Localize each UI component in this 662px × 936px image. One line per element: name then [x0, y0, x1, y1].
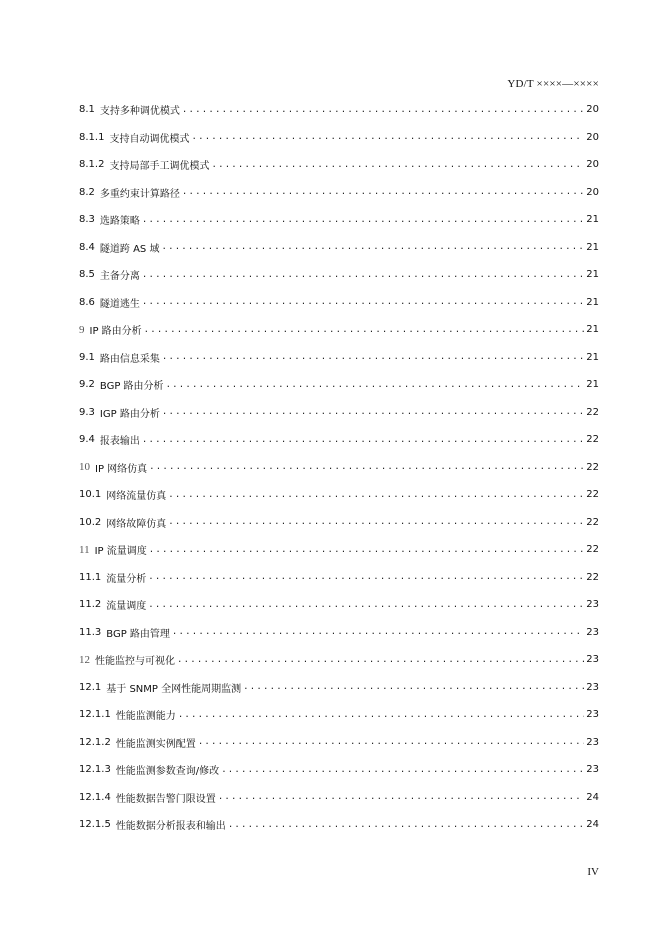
toc-entry-title: 性能监测能力 [115, 711, 176, 723]
toc-entry[interactable] [79, 124, 599, 152]
page-number: IV [587, 866, 599, 878]
toc-dot-leader [221, 765, 584, 775]
toc-entry-number: 8.5 [79, 269, 95, 281]
toc-entry-page: 21 [586, 214, 599, 226]
toc-dot-leader [162, 352, 584, 362]
toc-entry-number: 12 [79, 653, 90, 666]
toc-dot-leader [218, 792, 584, 802]
toc-entry-number: 8.3 [79, 214, 95, 226]
toc-dot-leader [142, 270, 584, 280]
toc-dot-leader [148, 572, 584, 582]
toc-dot-leader [161, 242, 584, 252]
toc-entry-number: 12.1.2 [79, 736, 111, 748]
toc-entry-page: 21 [586, 296, 599, 308]
toc-entry[interactable] [79, 344, 599, 372]
toc-dot-leader [149, 545, 585, 555]
toc-entry-number: 11.1 [79, 571, 102, 583]
toc-entry-page: 24 [586, 819, 599, 831]
toc-entry[interactable] [79, 564, 599, 592]
toc-entry[interactable] [79, 701, 599, 729]
toc-entry-title: BGP 路由管理 [106, 628, 170, 640]
toc-entry-number: 9 [79, 323, 85, 336]
toc-dot-leader [211, 160, 584, 170]
toc-entry-page: 21 [586, 324, 599, 336]
toc-entry-number: 12.1.4 [79, 791, 111, 803]
toc-entry-title: 性能数据分析报表和输出 [115, 821, 226, 833]
toc-entry-page: 23 [586, 736, 599, 748]
toc-entry-page: 21 [586, 241, 599, 253]
toc-entry[interactable] [79, 151, 599, 179]
toc-dot-leader [182, 187, 584, 197]
toc-entry-number: 8.1.1 [79, 131, 105, 143]
toc-dot-leader [168, 490, 584, 500]
toc-entry-title: 性能监测实例配置 [115, 738, 196, 750]
toc-entry-page: 20 [586, 159, 599, 171]
toc-entry-page: 20 [586, 104, 599, 116]
toc-entry-page: 23 [586, 626, 599, 638]
toc-entry-page: 20 [586, 186, 599, 198]
toc-dot-leader [142, 297, 584, 307]
toc-entry-number: 12.1.3 [79, 764, 111, 776]
toc-entry[interactable] [79, 756, 599, 784]
toc-entry[interactable] [79, 591, 599, 619]
toc-entry-title: 主备分离 [99, 271, 140, 283]
toc-entry-page: 23 [586, 654, 599, 666]
toc-entry[interactable] [79, 481, 599, 509]
toc-entry-number: 9.4 [79, 434, 95, 446]
toc-dot-leader [228, 820, 584, 830]
toc-entry-page: 21 [586, 269, 599, 281]
toc-entry[interactable] [79, 289, 599, 317]
toc-entry-number: 9.2 [79, 379, 95, 391]
toc-entry-number: 8.1.2 [79, 159, 105, 171]
toc-entry-page: 22 [586, 544, 599, 556]
toc-entry-number: 11 [79, 543, 90, 556]
toc-dot-leader [149, 462, 584, 472]
toc-entry[interactable] [79, 674, 599, 702]
toc-entry-number: 8.6 [79, 296, 95, 308]
table-of-contents [79, 96, 599, 839]
toc-entry-page: 23 [586, 681, 599, 693]
toc-entry-title: IP 网络仿真 [95, 463, 148, 475]
toc-entry-number: 12.1.1 [79, 709, 111, 721]
toc-entry-number: 10 [79, 461, 90, 474]
toc-entry-title: 性能监测参数查询/修改 [115, 766, 220, 778]
toc-entry-page: 22 [586, 434, 599, 446]
toc-entry[interactable] [79, 426, 599, 454]
toc-dot-leader [198, 737, 584, 747]
toc-entry[interactable] [79, 811, 599, 839]
toc-entry-number: 8.2 [79, 186, 95, 198]
toc-entry-number: 12.1.5 [79, 819, 111, 831]
toc-dot-leader [148, 600, 584, 610]
toc-entry[interactable] [79, 509, 599, 537]
toc-entry[interactable] [79, 399, 599, 427]
toc-entry-title: 路由信息采集 [99, 353, 160, 365]
toc-entry-page: 24 [586, 791, 599, 803]
toc-entry[interactable] [79, 96, 599, 124]
toc-entry-page: 22 [586, 516, 599, 528]
toc-dot-leader [243, 682, 584, 692]
toc-entry-title: 基于 SNMP 全网性能周期监测 [106, 683, 242, 695]
toc-entry[interactable] [79, 234, 599, 262]
toc-entry-page: 23 [586, 709, 599, 721]
toc-dot-leader [144, 325, 585, 335]
toc-entry-page: 22 [586, 571, 599, 583]
toc-entry-page: 21 [586, 379, 599, 391]
toc-dot-leader [177, 655, 584, 665]
toc-dot-leader [162, 407, 584, 417]
toc-entry[interactable] [79, 784, 599, 812]
toc-entry-title: IP 路由分析 [89, 326, 142, 338]
toc-entry-page: 21 [586, 351, 599, 363]
toc-entry-title: IP 流量调度 [94, 546, 147, 558]
toc-entry-title: 选路策略 [99, 216, 140, 228]
toc-entry[interactable] [79, 646, 599, 674]
toc-entry[interactable] [79, 454, 599, 482]
toc-entry-page: 23 [586, 599, 599, 611]
toc-entry-number: 9.3 [79, 406, 95, 418]
toc-dot-leader [182, 105, 584, 115]
toc-entry-page: 23 [586, 764, 599, 776]
toc-entry-title: BGP 路由分析 [99, 381, 164, 393]
toc-entry-page: 20 [586, 131, 599, 143]
toc-entry[interactable] [79, 619, 599, 647]
toc-entry[interactable] [79, 206, 599, 234]
toc-dot-leader [168, 517, 584, 527]
toc-entry[interactable] [79, 371, 599, 399]
toc-entry[interactable] [79, 179, 599, 207]
toc-dot-leader [172, 627, 584, 637]
toc-entry[interactable] [79, 316, 599, 344]
toc-entry-number: 10.2 [79, 516, 102, 528]
toc-entry-page: 22 [586, 461, 599, 473]
toc-entry-page: 22 [586, 406, 599, 418]
toc-entry-title: 网络故障仿真 [106, 518, 167, 530]
toc-entry[interactable] [79, 261, 599, 289]
toc-entry[interactable] [79, 536, 599, 564]
toc-dot-leader [142, 435, 584, 445]
toc-dot-leader [178, 710, 584, 720]
toc-entry-title: 支持多种调优模式 [99, 106, 180, 118]
toc-entry-title: 多重约束计算路径 [99, 188, 180, 200]
toc-entry-number: 10.1 [79, 489, 102, 501]
toc-entry-title: 流量分析 [106, 573, 147, 585]
toc-entry-title: 性能数据告警门限设置 [115, 793, 216, 805]
toc-entry-number: 8.4 [79, 241, 95, 253]
toc-entry-number: 12.1 [79, 681, 102, 693]
toc-entry-title: 流量调度 [106, 601, 147, 613]
toc-entry-title: 隧道逃生 [99, 298, 140, 310]
toc-entry-title: 支持局部手工调优模式 [109, 161, 210, 173]
toc-dot-leader [191, 132, 584, 142]
toc-entry-title: IGP 路由分析 [99, 408, 160, 420]
toc-entry-title: 支持自动调优模式 [109, 133, 190, 145]
toc-entry-number: 9.1 [79, 351, 95, 363]
toc-entry[interactable] [79, 729, 599, 757]
toc-dot-leader [166, 380, 585, 390]
toc-entry-number: 8.1 [79, 104, 95, 116]
toc-entry-page: 22 [586, 489, 599, 501]
toc-entry-number: 11.2 [79, 599, 102, 611]
toc-entry-title: 网络流量仿真 [106, 491, 167, 503]
toc-dot-leader [142, 215, 584, 225]
toc-entry-number: 11.3 [79, 626, 102, 638]
toc-entry-title: 性能监控与可视化 [95, 656, 175, 668]
toc-entry-title: 隧道跨 AS 域 [99, 243, 160, 255]
document-code-header: YD/T ××××—×××× [507, 78, 599, 90]
toc-entry-title: 报表输出 [99, 436, 140, 448]
